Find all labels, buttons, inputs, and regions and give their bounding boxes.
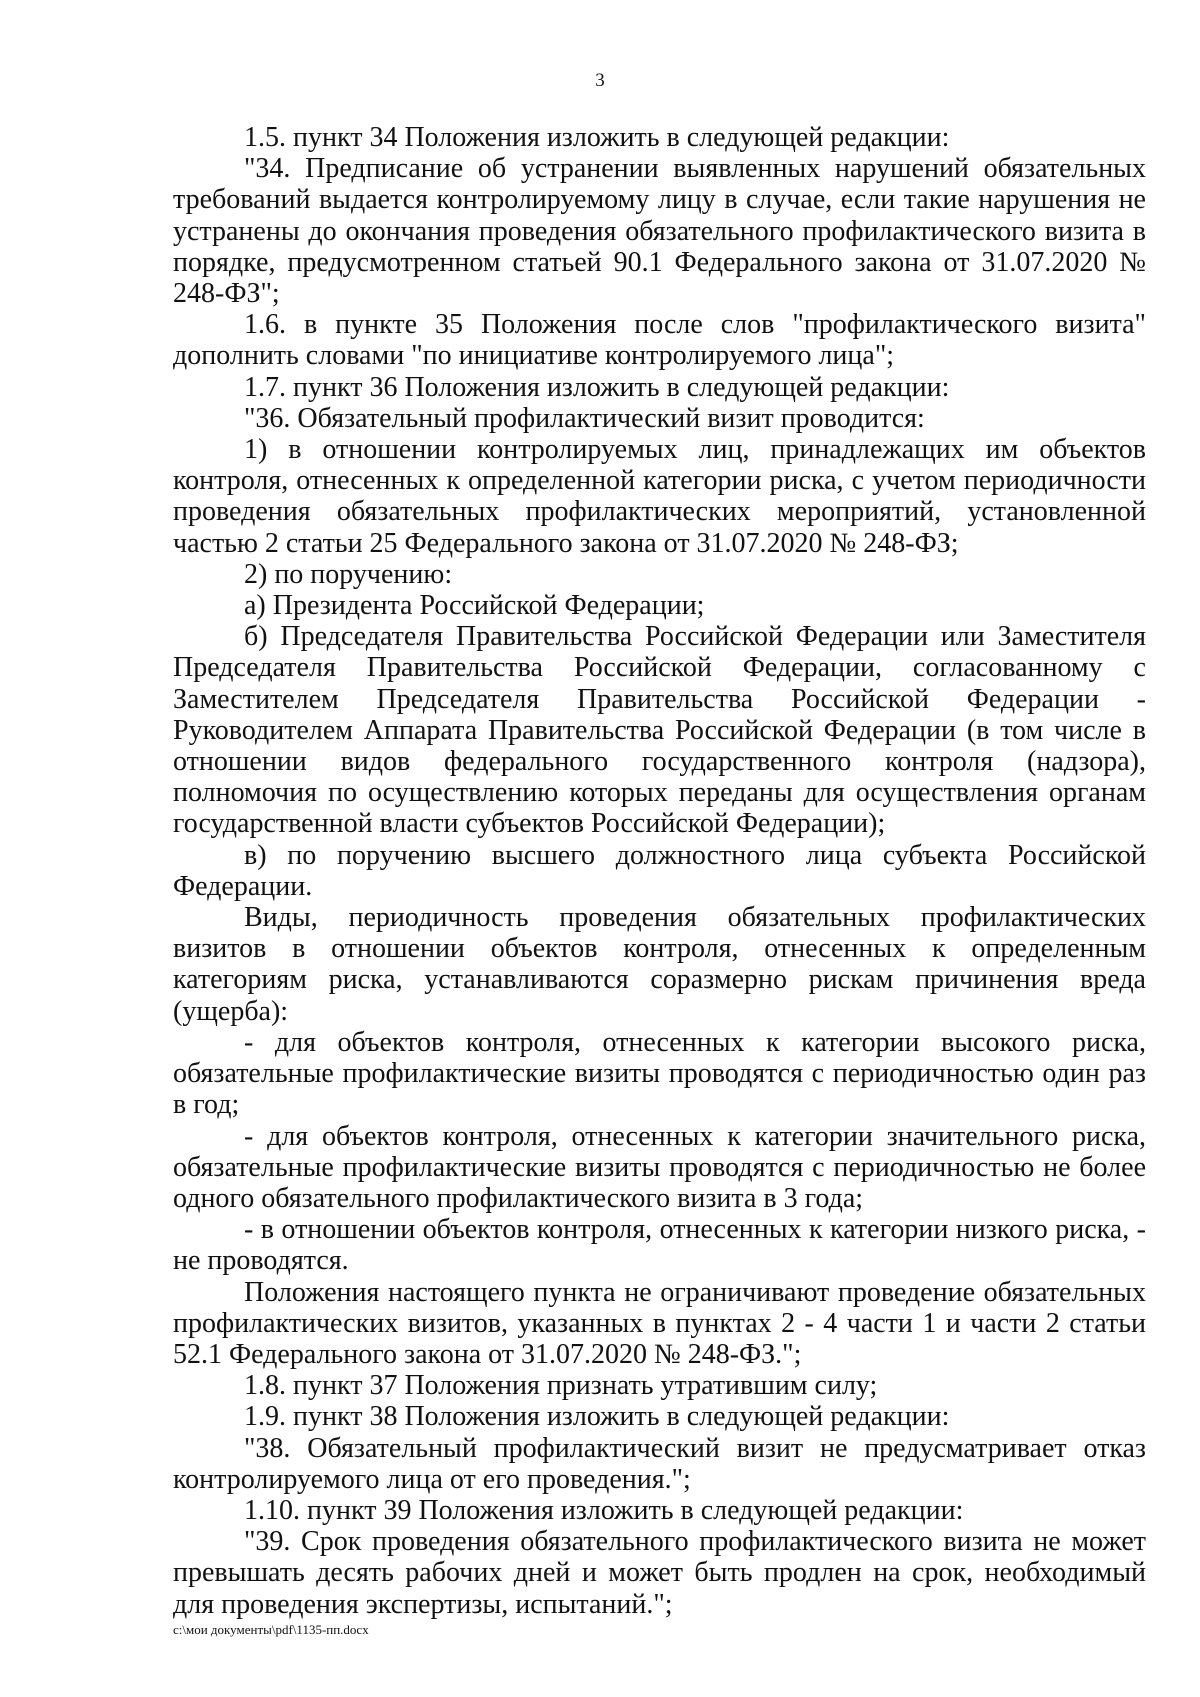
paragraph: Положения настоящего пункта не ограничивают проведение обязательных профилактических визитов, указанных в пунктах 2 - 4 части 1 и части 2 статьи 52.1 Федерального закона от 31.07.2020 № 248-ФЗ."; (173, 1276, 1146, 1370)
paragraph: "39. Срок проведения обязательного профилактического визита не может превышать десять рабочих дней и может быть продлен на срок, необходимый для проведения экспертизы, испытаний."; (173, 1526, 1146, 1620)
paragraph: б) Председателя Правительства Российской Федерации или Заместителя Председателя Правительства Российской Федерации, согласованному с Заместителем Председателя Правительства Российской Федерации - Руководителем Аппарата Правительства Российской Федерации (в том числе в отношении видов федерального государственного контроля (надзора), полномочия по осуществлению которых переданы для осуществления органам государственной власти субъектов Российской Федерации); (173, 621, 1146, 840)
paragraph: "38. Обязательный профилактический визит не предусматривает отказ контролируемого лица от его проведения."; (173, 1432, 1146, 1495)
paragraph: 1.5. пункт 34 Положения изложить в следующей редакции: (244, 122, 950, 153)
paragraph: 1.9. пункт 38 Положения изложить в следующей редакции: (244, 1401, 950, 1433)
paragraph: Виды, периодичность проведения обязательных профилактических визитов в отношении объектов контроля, отнесенных к определенным категориям риска, устанавливаются соразмерно рискам причинения вреда (ущерба): (173, 902, 1146, 1027)
paragraph: - в отношении объектов контроля, отнесенных к категории низкого риска, - не проводятся. (173, 1214, 1146, 1277)
paragraph: "34. Предписание об устранении выявленных нарушений обязательных требований выдается контролируемому лицу в случае, если такие нарушения не устранены до окончания проведения обязательного профилактического визита в порядке, предусмотренном статьей 90.1 Федерального закона от 31.07.2020 № 248-ФЗ"; (173, 153, 1146, 310)
paragraph: 2) по поручению: (244, 558, 453, 590)
paragraph: 1.8. пункт 37 Положения признать утратившим силу; (244, 1370, 878, 1402)
paragraph: 1.10. пункт 39 Положения изложить в следующей редакции: (244, 1494, 964, 1526)
paragraph: "36. Обязательный профилактический визит проводится: (244, 402, 925, 434)
paragraph: в) по поручению высшего должностного лица субъекта Российской Федерации. (173, 839, 1146, 902)
paragraph: а) Президента Российской Федерации; (244, 590, 705, 622)
document-body (173, 122, 1146, 1620)
paragraph: - для объектов контроля, отнесенных к категории высокого риска, обязательные профилактические визиты проводятся с периодичностью один раз в год; (173, 1026, 1146, 1121)
page-number: 3 (595, 70, 605, 91)
paragraph: 1.7. пункт 36 Положения изложить в следующей редакции: (244, 371, 950, 403)
footer-file-path: c:\мои документы\pdf\1135-пп.docx (173, 1622, 369, 1637)
paragraph: 1.6. в пункте 35 Положения после слов "профилактического визита" дополнить словами "по инициативе контролируемого лица"; (173, 309, 1146, 372)
paragraph: 1) в отношении контролируемых лиц, принадлежащих им объектов контроля, отнесенных к определенной категории риска, с учетом периодичности проведения обязательных профилактических мероприятий, установленной частью 2 статьи 25 Федерального закона от 31.07.2020 № 248-ФЗ; (173, 434, 1146, 559)
paragraph: - для объектов контроля, отнесенных к категории значительного риска, обязательные профилактические визиты проводятся с периодичностью не более одного обязательного профилактического визита в 3 года; (173, 1120, 1146, 1214)
